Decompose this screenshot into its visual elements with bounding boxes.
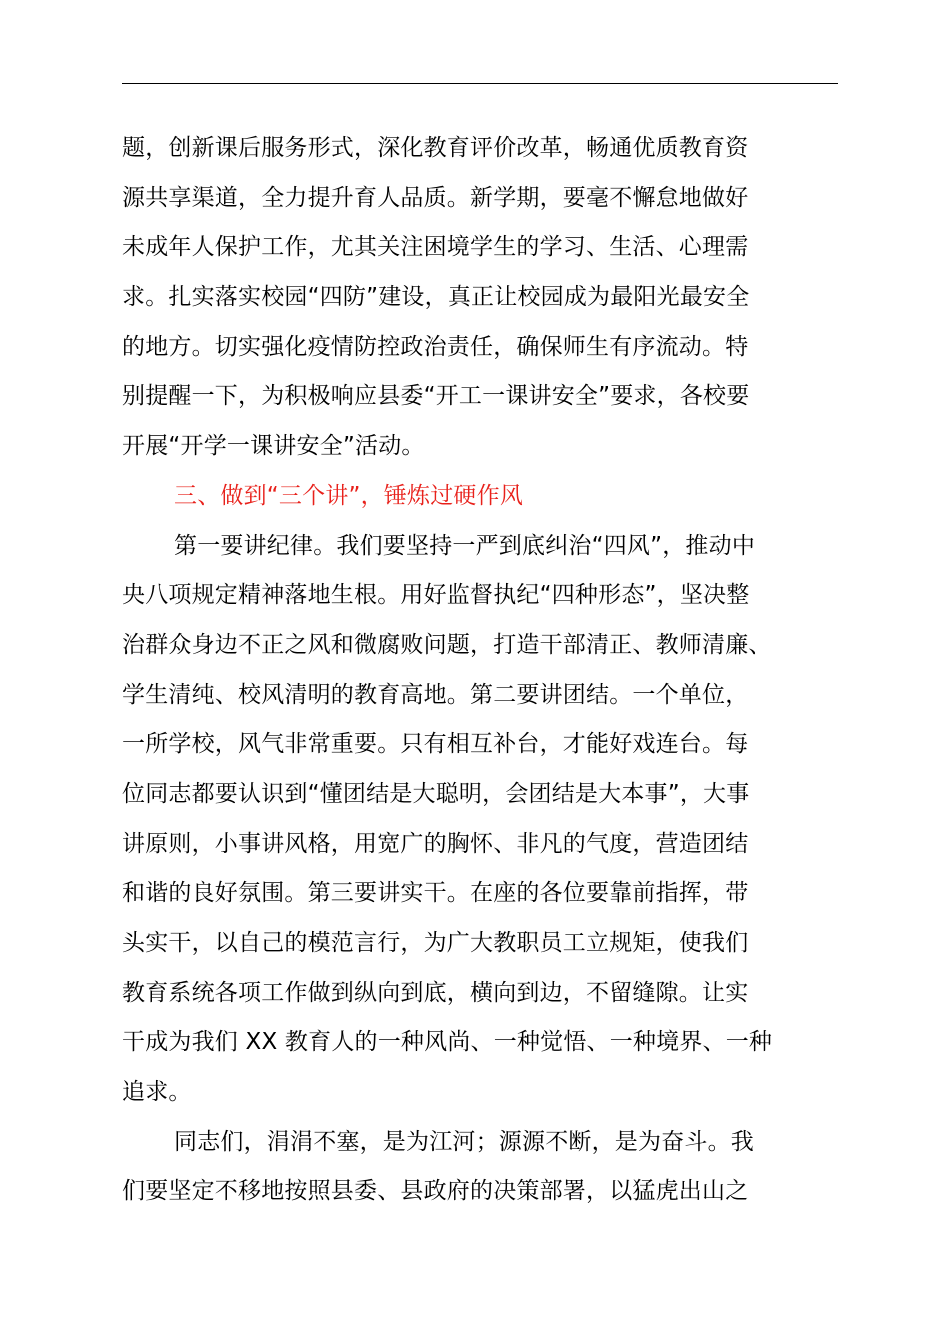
header-rule	[122, 83, 838, 84]
text-line: 题，创新课后服务形式，深化教育评价改革，畅通优质教育资	[122, 135, 749, 161]
text-line: 讲原则，小事讲风格，用宽广的胸怀、非凡的气度，营造团结	[122, 830, 749, 857]
text-line: 学生清纯、校风清明的教育高地。第二要讲团结。一个单位，	[122, 681, 749, 708]
text-line: 教育系统各项工作做到纵向到底，横向到边，不留缝隙。让实	[122, 979, 749, 1006]
paragraph-first-line: 第一要讲纪律。我们要坚持一严到底纠治“四风”，推动中	[174, 532, 756, 559]
text-line: 的地方。切实强化疫情防控政治责任，确保师生有序流动。特	[122, 333, 749, 360]
text-line: 治群众身边不正之风和微腐败问题，打造干部清正、教师清廉、	[122, 631, 772, 658]
text-line: 开展“开学一课讲安全”活动。	[122, 433, 425, 460]
paragraph-first-line: 同志们，涓涓不塞，是为江河；源源不断，是为奋斗。我	[174, 1128, 754, 1155]
text-line: 央八项规定精神落地生根。用好监督执纪“四种形态”，坚决整	[122, 582, 750, 609]
text-line: 求。扎实落实校园“四防”建设，真正让校园成为最阳光最安全	[122, 284, 750, 311]
text-line: 别提醒一下，为积极响应县委“开工一课讲安全”要求，各校要	[122, 383, 750, 410]
text-line: 干成为我们 XX 教育人的一种风尚、一种觉悟、一种境界、一种	[122, 1029, 773, 1056]
text-line: 追求。	[122, 1079, 192, 1106]
text-line: 和谐的良好氛围。第三要讲实干。在座的各位要靠前指挥，带	[122, 880, 749, 907]
section-heading: 三、做到“三个讲”，锤炼过硬作风	[174, 482, 524, 509]
text-line: 未成年人保护工作，尤其关注困境学生的学习、生活、心理需	[122, 234, 749, 261]
text-line: 头实干，以自己的模范言行，为广大教职员工立规矩，使我们	[122, 930, 749, 956]
text-line: 一所学校，风气非常重要。只有相互补台，才能好戏连台。每	[122, 731, 749, 758]
text-line: 位同志都要认识到“懂团结是大聪明，会团结是大本事”，大事	[122, 780, 750, 807]
document-body	[122, 124, 842, 1217]
text-line: 们要坚定不移地按照县委、县政府的决策部署，以猛虎出山之	[122, 1178, 749, 1205]
text-line: 源共享渠道，全力提升育人品质。新学期，要毫不懈怠地做好	[122, 184, 749, 211]
